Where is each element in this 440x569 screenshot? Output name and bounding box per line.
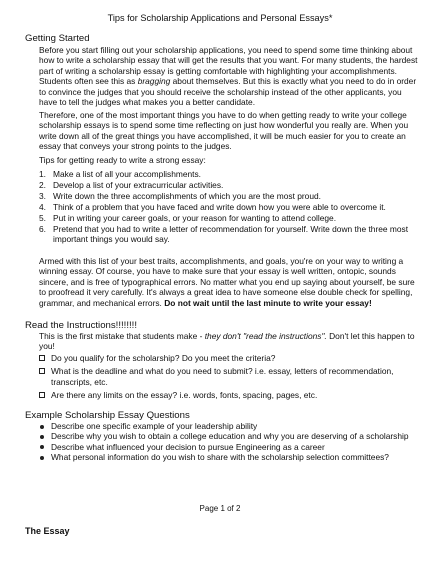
instructions-checklist xyxy=(39,353,399,403)
list-item: Describe what influenced your decision to pursue Engineering as a career xyxy=(39,442,409,452)
bullet-icon xyxy=(40,425,44,429)
paragraph-intro xyxy=(39,45,419,107)
tips-intro: Tips for getting ready to write a strong essay: xyxy=(39,155,206,165)
tip-item: 5. Put in writing your career goals, or your reason for wanting to attend college. xyxy=(39,212,337,223)
tip-item: 1. Make a list of all your accomplishments. xyxy=(39,169,202,179)
section-heading-essay: The Essay xyxy=(25,526,70,536)
list-item: What personal information do you wish to share with the scholarship selection committees? xyxy=(39,452,409,462)
instructions-text-emphasis: they don't "read the instructions". xyxy=(204,331,327,341)
document-title: Tips for Scholarship Applications and Personal Essays* xyxy=(107,13,333,23)
section-heading-getting-started: Getting Started xyxy=(25,33,90,44)
tip-item: 6. Pretend that you had to write a letter of recommendation for yourself. Write down the three most important things you would say. xyxy=(39,223,409,245)
instructions-text-b: Don't let this happen to you! xyxy=(39,331,415,352)
checkbox-icon xyxy=(39,355,45,361)
bullet-icon xyxy=(40,435,44,439)
section-heading-instructions: Read the Instructions!!!!!!!! xyxy=(25,320,137,331)
checkbox-icon xyxy=(39,368,45,374)
checklist-item: Do you qualify for the scholarship? Do you meet the criteria? xyxy=(39,353,399,364)
section-heading-examples: Example Scholarship Essay Questions xyxy=(25,410,190,421)
intro-text-a: Before you start filling out your scholarship applications, you need to spend some time thinking about how to write a scholarship essay that will get the results that you want. For many students, the hardest part of writing a scholarship essay is getting comfortable with highlighting your accomplishments. Students often see this as xyxy=(39,45,418,87)
paragraph-instructions xyxy=(39,331,419,352)
armed-warning: Do not wait until the last minute to write your essay! xyxy=(164,297,372,308)
page-number: Page 1 of 2 xyxy=(199,504,241,513)
tip-item: 2. Develop a list of your extracurricular activities. xyxy=(39,179,224,190)
tips-list xyxy=(39,169,419,245)
example-questions-list xyxy=(39,421,409,463)
bullet-icon xyxy=(40,445,44,449)
intro-text-emphasis: bragging xyxy=(137,76,171,87)
bullet-icon xyxy=(40,456,44,460)
instructions-text-a: This is the first mistake that students make - xyxy=(39,331,205,341)
paragraph-armed xyxy=(39,256,419,308)
tip-item: 4. Think of a problem that you have faced and write down how you were able to overcome it. xyxy=(39,201,386,212)
list-item: Describe why you wish to obtain a college education and why you are deserving of a scholarship xyxy=(39,431,409,441)
tip-item: 3. Write down the three accomplishments of which you are the most proud. xyxy=(39,190,321,201)
paragraph-therefore: Therefore, one of the most important things you have to do when getting ready to write your college scholarship essays is to spend some time reflecting on just how wonderful you really are. When you write down all of the great things you have accomplished, it will be much easier for you to create an essay that conveys your strong points to the judges. xyxy=(39,110,409,152)
checklist-item: Are there any limits on the essay? i.e. words, fonts, spacing, pages, etc. xyxy=(39,390,399,401)
intro-text-b: about themselves. But this is exactly what you need to do in order to convince the judges that you should receive the scholarship instead of the other applicants, you have to tell the judges what makes you a better candidate. xyxy=(39,76,417,108)
checklist-item: What is the deadline and what do you need to submit? i.e. essay, letters of recommendation, transcripts, etc. xyxy=(39,366,399,387)
list-item: Describe one specific example of your leadership ability xyxy=(39,421,409,431)
checkbox-icon xyxy=(39,392,45,398)
armed-text: Armed with this list of your best traits, accomplishments, and goals, you're on your way to writing a winning essay. Of course, you have to make sure that your essay is well written, ontopic, sounds sincere, and is free of typographical errors. No matter what you end up saying about yourself, be sure to proofread it very carefully. It's always a great idea to have someone else double check for spelling, grammar, and mechanical errors. xyxy=(39,256,415,308)
